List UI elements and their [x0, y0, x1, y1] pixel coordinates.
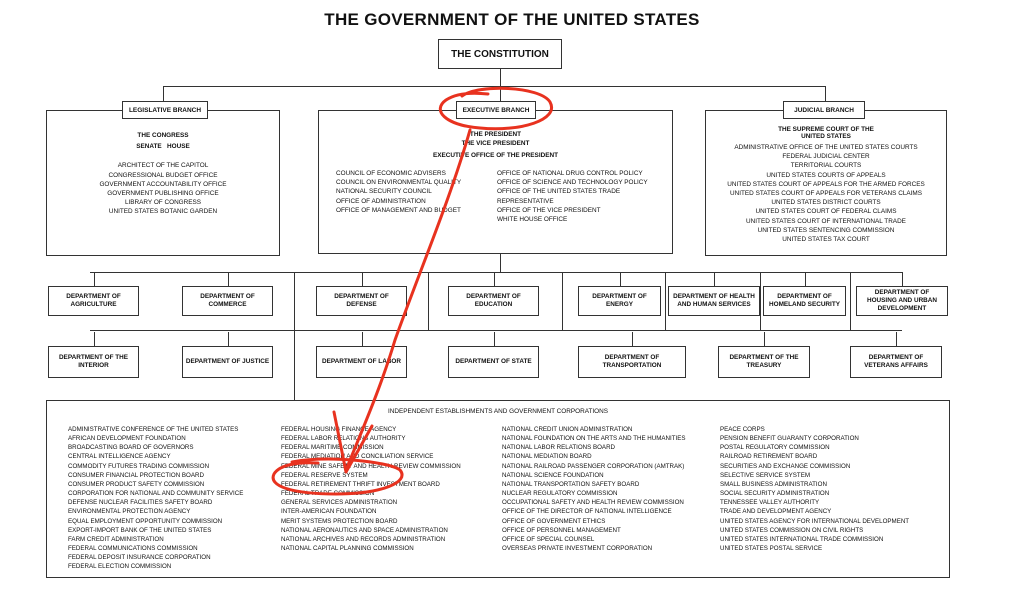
independent-agency-item: MERIT SYSTEMS PROTECTION BOARD [281, 517, 398, 525]
page-title: THE GOVERNMENT OF THE UNITED STATES [324, 10, 700, 29]
independent-agency-item: NATIONAL MEDIATION BOARD [502, 453, 592, 461]
executive-office-item: COUNCIL ON ENVIRONMENTAL QUALITY [336, 179, 462, 187]
judicial-item: UNITED STATES TAX COURT [782, 236, 870, 244]
department-box: DEPARTMENT OF DEFENSE [316, 286, 407, 316]
independent-agency-item: PENSION BENEFIT GUARANTY CORPORATION [720, 435, 859, 443]
independent-agency-item: FEDERAL MARITIME COMMISSION [281, 444, 384, 452]
independent-agency-item: FEDERAL RETIREMENT THRIFT INVESTMENT BOARD [281, 480, 440, 488]
independent-agency-item: NATIONAL CREDIT UNION ADMINISTRATION [502, 426, 633, 433]
department-box: DEPARTMENT OF COMMERCE [182, 286, 273, 316]
independent-agency-item: SMALL BUSINESS ADMINISTRATION [720, 480, 827, 488]
executive-office-item: OFFICE OF NATIONAL DRUG CONTROL POLICY [497, 170, 643, 177]
annotation-circle-federal-reserve [273, 459, 402, 494]
independent-agency-item: CENTRAL INTELLIGENCE AGENCY [68, 453, 171, 461]
independent-agency-item: TENNESSEE VALLEY AUTHORITY [720, 499, 820, 507]
judicial-item: UNITED STATES COURT OF INTERNATIONAL TRADE [746, 217, 906, 225]
department-box: DEPARTMENT OF AGRICULTURE [48, 286, 139, 316]
independent-agency-item: OFFICE OF GOVERNMENT ETHICS [502, 517, 606, 525]
judicial-item: UNITED STATES DISTRICT COURTS [771, 199, 881, 207]
independent-agency-item: COMMODITY FUTURES TRADING COMMISSION [68, 462, 210, 470]
judicial-item: ADMINISTRATIVE OFFICE OF THE UNITED STATES COURTS [734, 144, 918, 151]
independent-agency-item: POSTAL REGULATORY COMMISSION [720, 444, 830, 452]
independent-agency-item: UNITED STATES AGENCY FOR INTERNATIONAL DEVELOPMENT [720, 517, 910, 525]
department-box: DEPARTMENT OF JUSTICE [182, 346, 273, 378]
independent-agency-item: FEDERAL ELECTION COMMISSION [68, 563, 172, 571]
department-box: DEPARTMENT OF STATE [448, 346, 539, 378]
independent-agency-item: PEACE CORPS [720, 426, 765, 433]
legislative-item: GOVERNMENT PUBLISHING OFFICE [107, 190, 219, 198]
independent-agency-item: UNITED STATES POSTAL SERVICE [720, 545, 823, 553]
constitution-box: THE CONSTITUTION [438, 39, 562, 69]
executive-office-item: OFFICE OF MANAGEMENT AND BUDGET [336, 206, 461, 214]
independent-agency-item: CONSUMER PRODUCT SAFETY COMMISSION [68, 480, 205, 488]
executive-office-item: REPRESENTATIVE [497, 197, 554, 205]
judicial-item: UNITED STATES COURT OF APPEALS FOR THE ARMED FORCES [727, 180, 925, 188]
supreme-court-label-2: UNITED STATES [801, 133, 851, 140]
legislative-item: UNITED STATES BOTANIC GARDEN [108, 208, 218, 216]
independent-agency-item: FEDERAL LABOR RELATIONS AUTHORITY [281, 435, 406, 443]
annotation-circle-executive [440, 88, 551, 128]
independent-agency-item: EXPORT-IMPORT BANK OF THE UNITED STATES [68, 526, 212, 534]
independent-agency-item: ENVIRONMENTAL PROTECTION AGENCY [68, 508, 191, 516]
independent-agency-item: FEDERAL MINE SAFETY AND HEALTH REVIEW COMMISSION [281, 462, 461, 470]
department-box: DEPARTMENT OF THE INTERIOR [48, 346, 139, 378]
executive-office-item: OFFICE OF THE VICE PRESIDENT [497, 206, 601, 214]
executive-office-item: OFFICE OF ADMINISTRATION [336, 197, 426, 205]
executive-office-item: COUNCIL OF ECONOMIC ADVISERS [336, 170, 446, 177]
independent-agency-item: OFFICE OF PERSONNEL MANAGEMENT [502, 526, 621, 534]
department-box: DEPARTMENT OF TRANSPORTATION [578, 346, 686, 378]
judicial-item: UNITED STATES COURT OF FEDERAL CLAIMS [755, 208, 897, 216]
independent-agency-item: FEDERAL MEDIATION AND CONCILIATION SERVICE [281, 453, 434, 461]
independent-agency-item: FEDERAL HOUSING FINANCE AGENCY [281, 426, 397, 433]
independent-agency-item: UNITED STATES INTERNATIONAL TRADE COMMISSION [720, 535, 884, 543]
independent-agency-item: SECURITIES AND EXCHANGE COMMISSION [720, 462, 851, 470]
independent-agency-item: CONSUMER FINANCIAL PROTECTION BOARD [68, 471, 204, 479]
independent-agency-item: FEDERAL DEPOSIT INSURANCE CORPORATION [68, 554, 211, 562]
judicial-item: UNITED STATES COURT OF APPEALS FOR VETERANS CLAIMS [730, 190, 922, 198]
department-box: DEPARTMENT OF ENERGY [578, 286, 661, 316]
executive-office-item: OFFICE OF SCIENCE AND TECHNOLOGY POLICY [497, 179, 648, 187]
executive-office-item: NATIONAL SECURITY COUNCIL [336, 188, 432, 196]
independent-agency-item: OCCUPATIONAL SAFETY AND HEALTH REVIEW COMMISSION [502, 499, 684, 507]
legislative-item: GOVERNMENT ACCOUNTABILITY OFFICE [99, 180, 227, 188]
judicial-item: FEDERAL JUDICIAL CENTER [782, 153, 870, 161]
judicial-branch-label: JUDICIAL BRANCH [783, 101, 865, 119]
independent-agency-item: RAILROAD RETIREMENT BOARD [720, 453, 818, 461]
independent-agency-item: FEDERAL TRADE COMMISSION [281, 490, 375, 498]
legislative-branch-label: LEGISLATIVE BRANCH [122, 101, 208, 119]
judicial-item: UNITED STATES COURTS OF APPEALS [766, 171, 886, 179]
president-label: THE PRESIDENT [469, 131, 522, 138]
independent-agency-item: SOCIAL SECURITY ADMINISTRATION [720, 490, 830, 498]
independent-agencies-label: INDEPENDENT ESTABLISHMENTS AND GOVERNMENT CORPORATIONS [387, 408, 609, 415]
independent-agency-item: OVERSEAS PRIVATE INVESTMENT CORPORATION [502, 545, 653, 553]
independent-agency-item: FEDERAL COMMUNICATIONS COMMISSION [68, 545, 198, 553]
independent-agency-item: ADMINISTRATIVE CONFERENCE OF THE UNITED STATES [68, 426, 239, 433]
independent-agency-item: FARM CREDIT ADMINISTRATION [68, 535, 164, 543]
executive-branch-label: EXECUTIVE BRANCH [456, 101, 536, 119]
annotation-arrow-line [346, 130, 470, 470]
congress-label: THE CONGRESS [137, 132, 189, 139]
independent-agency-item: OFFICE OF THE DIRECTOR OF NATIONAL INTELLIGENCE [502, 508, 672, 516]
supreme-court-label: THE SUPREME COURT OF THE [778, 126, 874, 133]
independent-agency-item: BROADCASTING BOARD OF GOVERNORS [68, 444, 194, 452]
independent-agency-item: NATIONAL CAPITAL PLANNING COMMISSION [281, 545, 414, 553]
independent-agency-item: SELECTIVE SERVICE SYSTEM [720, 471, 810, 479]
independent-agency-item: NATIONAL LABOR RELATIONS BOARD [502, 444, 616, 452]
independent-agency-item: AFRICAN DEVELOPMENT FOUNDATION [68, 435, 186, 443]
vice-president-label: THE VICE PRESIDENT [461, 140, 530, 148]
department-box: DEPARTMENT OF HOUSING AND URBAN DEVELOPMENT [856, 286, 948, 316]
judicial-item: TERRITORIAL COURTS [790, 162, 862, 170]
department-box: DEPARTMENT OF HEALTH AND HUMAN SERVICES [668, 286, 760, 316]
independent-agency-item: NATIONAL TRANSPORTATION SAFETY BOARD [502, 480, 640, 488]
legislative-item: LIBRARY OF CONGRESS [124, 199, 202, 207]
independent-agency-item: FEDERAL RESERVE SYSTEM [281, 471, 368, 479]
independent-agency-item: GENERAL SERVICES ADMINISTRATION [281, 499, 398, 507]
department-box: DEPARTMENT OF VETERANS AFFAIRS [850, 346, 942, 378]
independent-agency-item: NATIONAL RAILROAD PASSENGER CORPORATION (AMTRAK) [502, 462, 685, 470]
department-box: DEPARTMENT OF THE TREASURY [718, 346, 810, 378]
independent-agency-item: NUCLEAR REGULATORY COMMISSION [502, 490, 618, 498]
executive-office-item: WHITE HOUSE OFFICE [497, 216, 568, 224]
independent-agency-item: UNITED STATES COMMISSION ON CIVIL RIGHTS [720, 526, 864, 534]
independent-agency-item: NATIONAL ARCHIVES AND RECORDS ADMINISTRATION [281, 535, 446, 543]
independent-agency-item: CORPORATION FOR NATIONAL AND COMMUNITY SERVICE [68, 490, 244, 498]
eop-label: EXECUTIVE OFFICE OF THE PRESIDENT [433, 152, 558, 160]
independent-agency-item: EQUAL EMPLOYMENT OPPORTUNITY COMMISSION [68, 517, 223, 525]
judicial-item: UNITED STATES SENTENCING COMMISSION [757, 226, 895, 234]
independent-agency-item: OFFICE OF SPECIAL COUNSEL [502, 535, 595, 543]
legislative-item: ARCHITECT OF THE CAPITOL [117, 162, 209, 170]
executive-office-item: OFFICE OF THE UNITED STATES TRADE [497, 188, 621, 196]
independent-agency-item: TRADE AND DEVELOPMENT AGENCY [720, 508, 832, 516]
legislative-item: CONGRESSIONAL BUDGET OFFICE [108, 171, 218, 179]
independent-agency-item: NATIONAL SCIENCE FOUNDATION [502, 471, 604, 479]
independent-agency-item: NATIONAL AERONAUTICS AND SPACE ADMINISTRATION [281, 526, 448, 534]
department-box: DEPARTMENT OF EDUCATION [448, 286, 539, 316]
department-box: DEPARTMENT OF HOMELAND SECURITY [763, 286, 846, 316]
department-box: DEPARTMENT OF LABOR [316, 346, 407, 378]
independent-agency-item: INTER-AMERICAN FOUNDATION [281, 508, 377, 516]
independent-agency-item: NATIONAL FOUNDATION ON THE ARTS AND THE HUMANITIES [502, 435, 686, 443]
houses-label: SENATE HOUSE [136, 143, 190, 151]
independent-agency-item: DEFENSE NUCLEAR FACILITIES SAFETY BOARD [68, 499, 213, 507]
